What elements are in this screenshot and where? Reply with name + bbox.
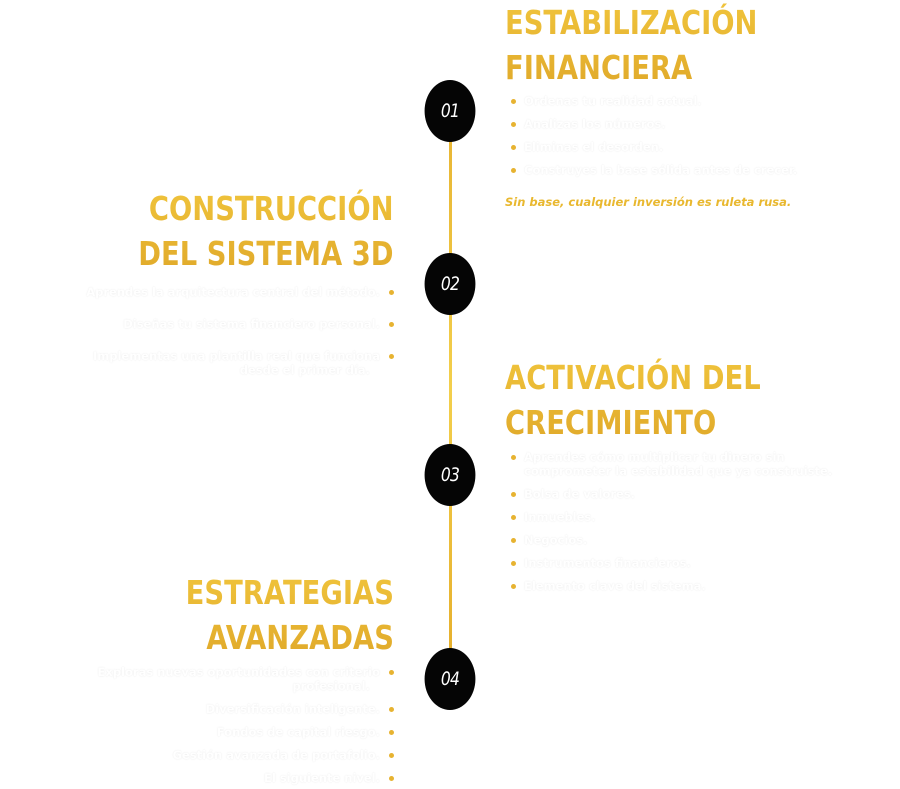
step-04-title-line1: ESTRATEGIAS bbox=[185, 573, 394, 612]
list-item-continuation: comprometer la estabilidad que ya construiste. bbox=[524, 464, 833, 478]
list-item: Construyes la base sólida antes de crecer. bbox=[510, 163, 797, 177]
list-item: Implementas una plantilla real que funciona bbox=[86, 349, 394, 363]
step-01-list bbox=[510, 94, 797, 186]
timeline-line bbox=[449, 100, 452, 680]
step-03-title-line2: CRECIMIENTO bbox=[505, 403, 717, 442]
step-04-list bbox=[98, 665, 394, 785]
step-04-title-line2: AVANZADAS bbox=[206, 618, 394, 657]
list-item: Eliminas el desorden. bbox=[510, 140, 797, 154]
list-item: Ordenas tu realidad actual. bbox=[510, 94, 797, 108]
step-02-title-line1: CONSTRUCCIÓN bbox=[149, 189, 394, 228]
list-item: Gestión avanzada de portafolio. bbox=[98, 748, 394, 762]
list-item: Bolsa de valores. bbox=[510, 487, 832, 501]
step-03-title-line1: ACTIVACIÓN DEL bbox=[505, 358, 761, 397]
step-02-title-line2: DEL SISTEMA 3D bbox=[138, 234, 394, 273]
step-03-list bbox=[510, 450, 832, 602]
step-01-title-line1: ESTABILIZACIÓN bbox=[505, 3, 758, 42]
step-01-title-line2: FINANCIERA bbox=[505, 48, 693, 87]
list-item-continuation: desde el primer día. bbox=[239, 363, 370, 377]
step-01-title bbox=[505, 0, 757, 90]
step-02-title bbox=[139, 186, 394, 276]
list-item-continuation: profesional. bbox=[292, 679, 370, 693]
list-item: Instrumentos financieros. bbox=[510, 556, 832, 570]
list-item: Exploras nuevas oportunidades con criterio bbox=[98, 665, 394, 679]
step-04-badge: 04 bbox=[425, 648, 476, 710]
list-item: Aprendes cómo multiplicar tu dinero sin bbox=[510, 450, 832, 464]
step-03-badge: 03 bbox=[425, 444, 476, 506]
step-01-badge: 01 bbox=[425, 80, 476, 142]
step-02-list bbox=[86, 285, 394, 395]
step-02-badge: 02 bbox=[425, 253, 476, 315]
list-item: Analizas los números. bbox=[510, 117, 797, 131]
step-01-note: Sin base, cualquier inversión es ruleta rusa. bbox=[505, 195, 792, 209]
list-item: Fondos de capital riesgo. bbox=[98, 725, 394, 739]
list-item: Negocios. bbox=[510, 533, 832, 547]
list-item: El siguiente nivel. bbox=[98, 771, 394, 785]
list-item: Diversificación inteligente. bbox=[98, 702, 394, 716]
step-03-title bbox=[505, 355, 761, 445]
list-item: Elemento clave del sistema. bbox=[510, 579, 832, 593]
step-04-title bbox=[186, 570, 394, 660]
list-item: Aprendes la arquitectura central del método. bbox=[86, 285, 394, 299]
list-item: Diseñas tu sistema financiero personal. bbox=[86, 317, 394, 331]
list-item: Inmuebles. bbox=[510, 510, 832, 524]
